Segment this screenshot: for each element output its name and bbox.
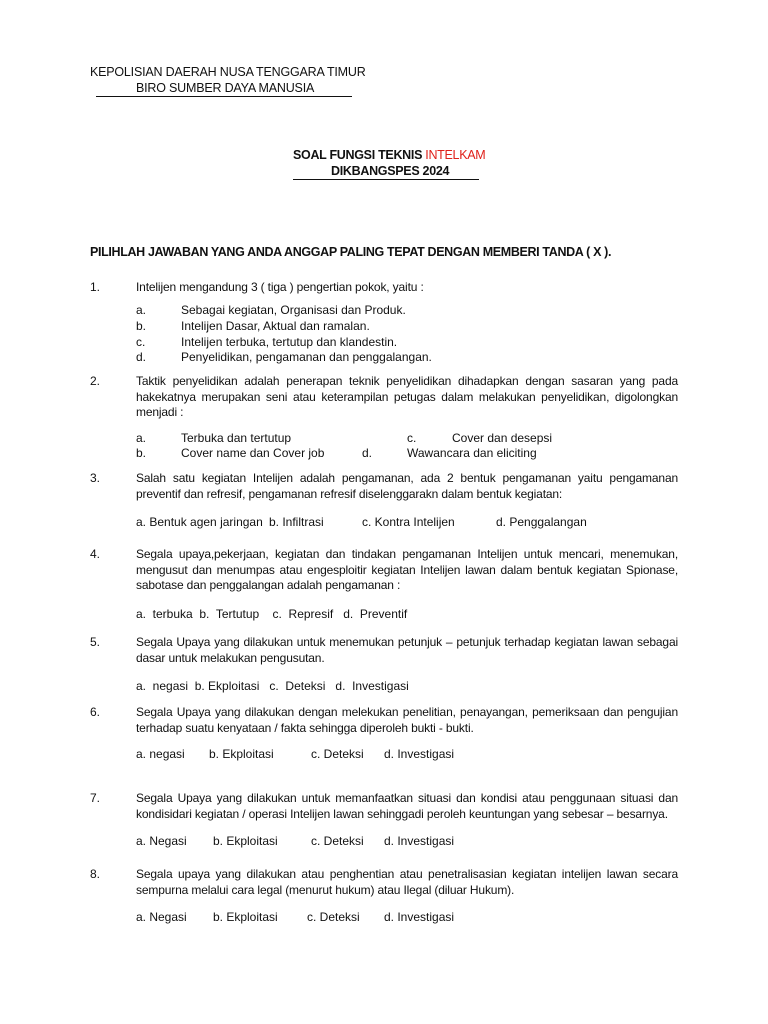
org-name-line1: KEPOLISIAN DAERAH NUSA TENGGARA TIMUR — [90, 65, 366, 79]
option-text: Intelijen Dasar, Aktual dan ramalan. — [181, 319, 370, 333]
option-text: b. Ekploitasi — [209, 747, 274, 761]
option-text: d. Investigasi — [384, 910, 455, 924]
question-number: 8. — [90, 867, 101, 881]
option-text: a. Negasi — [136, 834, 187, 848]
option-text: d. Investigasi — [384, 834, 455, 848]
option-label: a. — [136, 303, 147, 317]
option-text: Penyelidikan, pengamanan dan penggalangan. — [181, 350, 432, 364]
question-number: 4. — [90, 547, 101, 561]
option-text: c. Deteksi — [311, 834, 364, 848]
option-label: a. — [136, 431, 147, 445]
option-label: b. — [136, 446, 147, 460]
question-text: Segala upaya yang dilakukan atau penghentian atau penetralisasian kegiatan intelijen lawan secara sempurna melalui cara legal (menurut hukum) atau Ilegal (diluar Hukum). — [136, 867, 678, 897]
option-text: Wawancara dan eliciting — [407, 446, 537, 460]
question-number: 3. — [90, 471, 101, 485]
option-label: c. — [407, 431, 417, 445]
question-text: Segala Upaya yang dilakukan untuk menemukan petunjuk – petunjuk terhadap kegiatan lawan sebagai dasar untuk melakukan pengusutan. — [136, 635, 678, 665]
question-text: Salah satu kegiatan Intelijen adalah pengamanan, ada 2 bentuk pengamanan yaitu pengamanan preventif dan refresif, pengamanan refresif diselenggarakn dalam bentuk kegiatan: — [136, 471, 678, 501]
org-name-line2: BIRO SUMBER DAYA MANUSIA — [96, 81, 352, 97]
question-text: Segala Upaya yang dilakukan dengan melekukan penelitian, penayangan, pemeriksaan dan pengujian terhadap suatu kenyataan / fakta sehingga diperoleh bukti - bukti. — [136, 705, 678, 735]
option-text: b. Infiltrasi — [269, 515, 324, 529]
question-text: Segala upaya,pekerjaan, kegiatan dan tindakan pengamanan Intelijen untuk mencari, menemukan, mengusut dan menumpas atau engesploitir kegiatan Intelijen lawan dalam bentuk kegiatan Spionase, sabotase dan penggalangan adalah pengamanan : — [136, 547, 678, 592]
option-label: d. — [362, 446, 373, 460]
question-number: 5. — [90, 635, 101, 649]
option-line: a. negasi b. Ekploitasi c. Deteksi d. Investigasi — [136, 679, 409, 693]
option-text: a. negasi — [136, 747, 185, 761]
option-text: b. Ekploitasi — [213, 910, 278, 924]
page-subtitle: DIKBANGSPES 2024 — [293, 164, 479, 180]
option-text: Cover name dan Cover job — [181, 446, 325, 460]
option-text: Cover dan desepsi — [452, 431, 553, 445]
option-text: b. Ekploitasi — [213, 834, 278, 848]
instruction-text: PILIHLAH JAWABAN YANG ANDA ANGGAP PALING TEPAT DENGAN MEMBERI TANDA ( X ). — [90, 245, 612, 259]
title-prefix: SOAL FUNGSI TEKNIS — [293, 148, 426, 162]
question-text: Taktik penyelidikan adalah penerapan teknik penyelidikan dihadapkan dengan sasaran yang pada hakekatnya merupakan seni atau keterampilan petugas dalam melakukan penyelidikan, digolongkan menjadi : — [136, 374, 678, 419]
question-text: Segala Upaya yang dilakukan untuk memanfaatkan situasi dan kondisi atau penggunaan situasi dan kondisidari kegiatan / operasi Intelijen lawan sehinggadi peroleh keuntungan yang sebesar – besarnya. — [136, 791, 678, 821]
option-text: a. Bentuk agen jaringan — [136, 515, 263, 529]
option-text: c. Deteksi — [311, 747, 364, 761]
option-text: c. Deteksi — [307, 910, 360, 924]
option-text: d. Investigasi — [384, 747, 455, 761]
option-text: d. Penggalangan — [496, 515, 587, 529]
option-label: c. — [136, 335, 146, 349]
question-number: 1. — [90, 280, 101, 294]
option-text: c. Kontra Intelijen — [362, 515, 455, 529]
option-label: b. — [136, 319, 147, 333]
option-text: Sebagai kegiatan, Organisasi dan Produk. — [181, 303, 406, 317]
page-title — [293, 148, 485, 162]
option-text: Intelijen terbuka, tertutup dan klandestin. — [181, 335, 398, 349]
title-highlight: INTELKAM — [425, 148, 486, 162]
option-line: a. terbuka b. Tertutup c. Represif d. Preventif — [136, 607, 408, 621]
option-label: d. — [136, 350, 147, 364]
question-number: 6. — [90, 705, 101, 719]
option-text: Terbuka dan tertutup — [181, 431, 292, 445]
question-text: Intelijen mengandung 3 ( tiga ) pengertian pokok, yaitu : — [136, 280, 424, 294]
question-number: 7. — [90, 791, 101, 805]
option-text: a. Negasi — [136, 910, 187, 924]
question-number: 2. — [90, 374, 101, 388]
